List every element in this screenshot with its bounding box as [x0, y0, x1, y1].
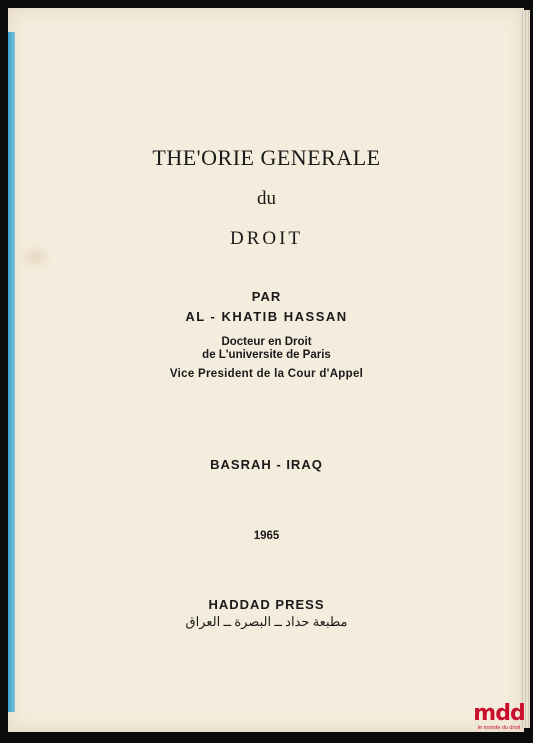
- publication-year: 1965: [253, 530, 280, 542]
- book-title: THE'ORIE GENERALE: [152, 145, 381, 170]
- author-position: Vice President de la Cour d'Appel: [169, 368, 364, 380]
- publisher-arabic: مطبعة حداد ــ البصرة ــ العراق: [185, 614, 348, 629]
- mdd-logo-tagline: le monde du droit: [477, 725, 521, 731]
- publication-place: BASRAH - IRAQ: [210, 457, 323, 472]
- mdd-logo: [471, 703, 527, 737]
- author-name: AL - KHATIB HASSAN: [185, 309, 348, 324]
- book-subject: DROIT: [229, 228, 304, 249]
- author-degree: Docteur en Droit: [221, 336, 312, 348]
- author-university: de L'universite de Paris: [202, 349, 331, 361]
- publisher-name: HADDAD PRESS: [208, 597, 325, 612]
- mdd-logo-mark: mdd: [473, 701, 525, 726]
- title-connector: du: [257, 188, 276, 209]
- by-label: PAR: [251, 289, 282, 304]
